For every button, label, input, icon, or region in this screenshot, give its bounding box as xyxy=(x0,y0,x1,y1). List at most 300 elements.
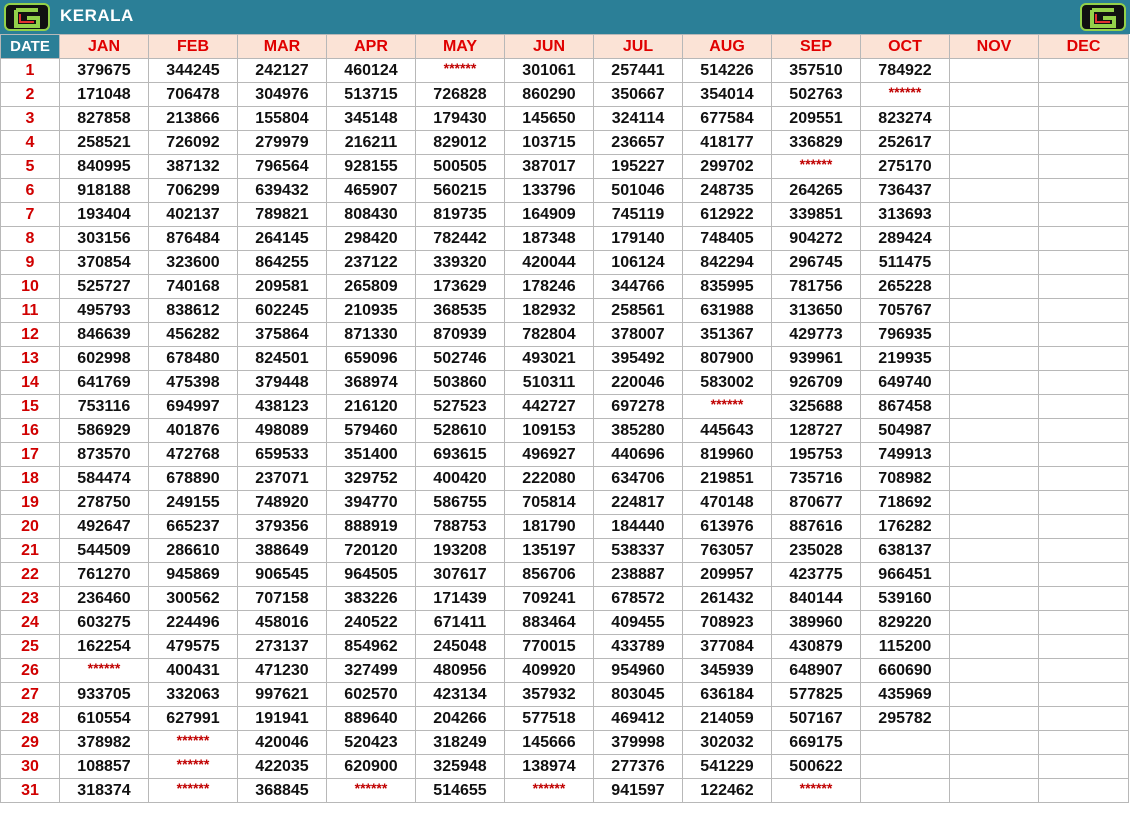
result-cell: 796564 xyxy=(238,155,327,179)
result-cell: ****** xyxy=(772,779,861,803)
result-cell: ****** xyxy=(772,155,861,179)
result-cell: 842294 xyxy=(683,251,772,275)
result-cell: 538337 xyxy=(594,539,683,563)
date-cell: 16 xyxy=(1,419,60,443)
result-cell: 181790 xyxy=(505,515,594,539)
result-cell xyxy=(950,227,1039,251)
result-cell: 789821 xyxy=(238,203,327,227)
result-cell: 527523 xyxy=(416,395,505,419)
result-cell: 840144 xyxy=(772,587,861,611)
result-cell: 400431 xyxy=(149,659,238,683)
result-cell: 277376 xyxy=(594,755,683,779)
result-cell: 420046 xyxy=(238,731,327,755)
result-cell xyxy=(950,539,1039,563)
table-row xyxy=(1,179,1129,203)
result-cell: 693615 xyxy=(416,443,505,467)
date-cell: 12 xyxy=(1,323,60,347)
result-cell: 354014 xyxy=(683,83,772,107)
result-cell: 401876 xyxy=(149,419,238,443)
result-cell: 648907 xyxy=(772,659,861,683)
result-cell: 610554 xyxy=(60,707,149,731)
date-cell: 22 xyxy=(1,563,60,587)
result-cell xyxy=(950,755,1039,779)
result-cell: 748405 xyxy=(683,227,772,251)
result-cell: 525727 xyxy=(60,275,149,299)
result-cell: 313650 xyxy=(772,299,861,323)
table-row xyxy=(1,683,1129,707)
date-cell: 14 xyxy=(1,371,60,395)
result-cell: 286610 xyxy=(149,539,238,563)
result-cell: 138974 xyxy=(505,755,594,779)
result-cell: 671411 xyxy=(416,611,505,635)
lottery-logo-icon xyxy=(4,3,50,31)
result-cell: 660690 xyxy=(861,659,950,683)
result-cell xyxy=(1039,395,1129,419)
table-row xyxy=(1,203,1129,227)
result-cell: 678480 xyxy=(149,347,238,371)
result-cell: 357932 xyxy=(505,683,594,707)
result-cell: 236460 xyxy=(60,587,149,611)
result-cell: 296745 xyxy=(772,251,861,275)
result-cell xyxy=(950,659,1039,683)
result-cell: 216211 xyxy=(327,131,416,155)
result-cell: 918188 xyxy=(60,179,149,203)
result-cell: 586755 xyxy=(416,491,505,515)
date-cell: 28 xyxy=(1,707,60,731)
result-cell: 749913 xyxy=(861,443,950,467)
result-cell: 265228 xyxy=(861,275,950,299)
result-cell: 379675 xyxy=(60,59,149,83)
result-cell: 544509 xyxy=(60,539,149,563)
result-cell: 394770 xyxy=(327,491,416,515)
result-cell: 460124 xyxy=(327,59,416,83)
result-cell: 954960 xyxy=(594,659,683,683)
result-cell: 539160 xyxy=(861,587,950,611)
result-cell: 577825 xyxy=(772,683,861,707)
table-row xyxy=(1,59,1129,83)
result-cell: ****** xyxy=(327,779,416,803)
result-cell: 383226 xyxy=(327,587,416,611)
result-cell: 678890 xyxy=(149,467,238,491)
result-cell xyxy=(1039,779,1129,803)
result-cell: 209957 xyxy=(683,563,772,587)
result-cell: 261432 xyxy=(683,587,772,611)
result-cell: 641769 xyxy=(60,371,149,395)
result-cell: 613976 xyxy=(683,515,772,539)
result-cell: 327499 xyxy=(327,659,416,683)
result-cell: 514655 xyxy=(416,779,505,803)
result-cell: 709241 xyxy=(505,587,594,611)
result-cell: 964505 xyxy=(327,563,416,587)
result-cell: 307617 xyxy=(416,563,505,587)
result-cell: 245048 xyxy=(416,635,505,659)
result-cell: 498089 xyxy=(238,419,327,443)
result-cell xyxy=(1039,611,1129,635)
result-cell: 375864 xyxy=(238,323,327,347)
result-cell: 302032 xyxy=(683,731,772,755)
result-cell: 819960 xyxy=(683,443,772,467)
result-cell: 708982 xyxy=(861,467,950,491)
table-row xyxy=(1,539,1129,563)
result-cell: 781756 xyxy=(772,275,861,299)
result-cell: 639432 xyxy=(238,179,327,203)
result-cell: 176282 xyxy=(861,515,950,539)
result-cell xyxy=(950,635,1039,659)
result-cell: 659533 xyxy=(238,443,327,467)
result-cell: 108857 xyxy=(60,755,149,779)
result-cell: 209581 xyxy=(238,275,327,299)
result-cell: 209551 xyxy=(772,107,861,131)
result-cell: 560215 xyxy=(416,179,505,203)
result-cell: 510311 xyxy=(505,371,594,395)
result-cell: 500622 xyxy=(772,755,861,779)
result-cell xyxy=(1039,539,1129,563)
result-cell: 313693 xyxy=(861,203,950,227)
date-cell: 6 xyxy=(1,179,60,203)
result-cell: 933705 xyxy=(60,683,149,707)
result-cell: 324114 xyxy=(594,107,683,131)
result-cell: 248735 xyxy=(683,179,772,203)
table-row xyxy=(1,155,1129,179)
result-cell xyxy=(1039,131,1129,155)
result-cell: 829012 xyxy=(416,131,505,155)
result-cell: 323600 xyxy=(149,251,238,275)
date-cell: 4 xyxy=(1,131,60,155)
result-cell xyxy=(950,515,1039,539)
result-cell: 318374 xyxy=(60,779,149,803)
table-row xyxy=(1,299,1129,323)
result-cell xyxy=(950,251,1039,275)
result-cell: 718692 xyxy=(861,491,950,515)
result-cell: 252617 xyxy=(861,131,950,155)
result-cell: 420044 xyxy=(505,251,594,275)
lottery-logo-icon xyxy=(1080,3,1126,31)
result-cell: 193404 xyxy=(60,203,149,227)
result-cell: 273137 xyxy=(238,635,327,659)
result-cell: 299702 xyxy=(683,155,772,179)
result-cell: 400420 xyxy=(416,467,505,491)
result-cell: 603275 xyxy=(60,611,149,635)
result-cell xyxy=(1039,419,1129,443)
result-cell xyxy=(950,731,1039,755)
table-row xyxy=(1,107,1129,131)
table-row xyxy=(1,587,1129,611)
month-header-sep: SEP xyxy=(772,35,861,59)
result-cell: 864255 xyxy=(238,251,327,275)
table-row xyxy=(1,659,1129,683)
result-cell: ****** xyxy=(861,83,950,107)
table-body xyxy=(1,59,1129,803)
result-cell: 238887 xyxy=(594,563,683,587)
result-cell: 351367 xyxy=(683,323,772,347)
date-cell: 11 xyxy=(1,299,60,323)
result-cell: 584474 xyxy=(60,467,149,491)
result-cell xyxy=(1039,179,1129,203)
result-cell: 442727 xyxy=(505,395,594,419)
result-cell: 145666 xyxy=(505,731,594,755)
result-cell: 133796 xyxy=(505,179,594,203)
result-cell xyxy=(950,275,1039,299)
table-row xyxy=(1,395,1129,419)
result-cell: 796935 xyxy=(861,323,950,347)
result-cell: 204266 xyxy=(416,707,505,731)
result-cell: 195227 xyxy=(594,155,683,179)
result-cell: 705814 xyxy=(505,491,594,515)
result-cell: 602245 xyxy=(238,299,327,323)
result-cell: 577518 xyxy=(505,707,594,731)
month-header-jul: JUL xyxy=(594,35,683,59)
date-cell: 9 xyxy=(1,251,60,275)
result-cell: 179140 xyxy=(594,227,683,251)
date-cell: 8 xyxy=(1,227,60,251)
result-cell xyxy=(950,443,1039,467)
result-cell: 928155 xyxy=(327,155,416,179)
result-cell xyxy=(1039,251,1129,275)
result-cell: 876484 xyxy=(149,227,238,251)
result-cell: 705767 xyxy=(861,299,950,323)
result-cell xyxy=(1039,659,1129,683)
result-cell: 155804 xyxy=(238,107,327,131)
result-cell: 528610 xyxy=(416,419,505,443)
result-cell: 345148 xyxy=(327,107,416,131)
table-row xyxy=(1,755,1129,779)
result-cell: 220046 xyxy=(594,371,683,395)
result-cell: 475398 xyxy=(149,371,238,395)
result-cell: 275170 xyxy=(861,155,950,179)
result-cell: 402137 xyxy=(149,203,238,227)
date-column-header: DATE xyxy=(1,35,60,59)
table-row xyxy=(1,323,1129,347)
result-cell: 735716 xyxy=(772,467,861,491)
result-cell: 344245 xyxy=(149,59,238,83)
result-cell xyxy=(950,203,1039,227)
result-cell: 344766 xyxy=(594,275,683,299)
result-cell: 502763 xyxy=(772,83,861,107)
month-header-mar: MAR xyxy=(238,35,327,59)
result-cell: 249155 xyxy=(149,491,238,515)
result-cell: 135197 xyxy=(505,539,594,563)
result-cell: 258561 xyxy=(594,299,683,323)
result-cell: 195753 xyxy=(772,443,861,467)
result-cell: 602998 xyxy=(60,347,149,371)
result-cell xyxy=(950,323,1039,347)
month-header-nov: NOV xyxy=(950,35,1039,59)
result-cell xyxy=(950,683,1039,707)
result-cell: 753116 xyxy=(60,395,149,419)
date-cell: 1 xyxy=(1,59,60,83)
result-cell xyxy=(1039,227,1129,251)
result-cell: 440696 xyxy=(594,443,683,467)
result-cell: 495793 xyxy=(60,299,149,323)
result-cell: 511475 xyxy=(861,251,950,275)
result-cell: 634706 xyxy=(594,467,683,491)
result-cell: 219851 xyxy=(683,467,772,491)
table-row xyxy=(1,467,1129,491)
result-cell: 819735 xyxy=(416,203,505,227)
table-row xyxy=(1,83,1129,107)
result-cell: 469412 xyxy=(594,707,683,731)
result-cell xyxy=(950,371,1039,395)
result-cell: 808430 xyxy=(327,203,416,227)
result-cell xyxy=(1039,467,1129,491)
result-cell: 456282 xyxy=(149,323,238,347)
result-cell: 368535 xyxy=(416,299,505,323)
table-row xyxy=(1,227,1129,251)
result-cell: 883464 xyxy=(505,611,594,635)
result-cell: 224817 xyxy=(594,491,683,515)
result-cell: 368845 xyxy=(238,779,327,803)
result-cell: 109153 xyxy=(505,419,594,443)
result-cell: 501046 xyxy=(594,179,683,203)
result-cell: 179430 xyxy=(416,107,505,131)
result-cell: 379998 xyxy=(594,731,683,755)
date-cell: 31 xyxy=(1,779,60,803)
result-cell: 748920 xyxy=(238,491,327,515)
result-cell: 289424 xyxy=(861,227,950,251)
result-cell: 504987 xyxy=(861,419,950,443)
result-cell xyxy=(950,419,1039,443)
month-header-may: MAY xyxy=(416,35,505,59)
result-cell: 389960 xyxy=(772,611,861,635)
result-cell: 182932 xyxy=(505,299,594,323)
result-cell: 300562 xyxy=(149,587,238,611)
result-cell: 388649 xyxy=(238,539,327,563)
result-cell: 438123 xyxy=(238,395,327,419)
result-cell: 339320 xyxy=(416,251,505,275)
result-cell xyxy=(950,491,1039,515)
result-cell: 492647 xyxy=(60,515,149,539)
result-cell: 659096 xyxy=(327,347,416,371)
result-cell: 677584 xyxy=(683,107,772,131)
date-cell: 21 xyxy=(1,539,60,563)
result-cell: 620900 xyxy=(327,755,416,779)
result-cell: 761270 xyxy=(60,563,149,587)
result-cell: 193208 xyxy=(416,539,505,563)
result-cell: 171048 xyxy=(60,83,149,107)
result-cell: 264265 xyxy=(772,179,861,203)
result-cell: 379356 xyxy=(238,515,327,539)
result-cell: ****** xyxy=(149,779,238,803)
result-cell: 480956 xyxy=(416,659,505,683)
result-cell: 465907 xyxy=(327,179,416,203)
month-header-jun: JUN xyxy=(505,35,594,59)
result-cell: 823274 xyxy=(861,107,950,131)
date-cell: 26 xyxy=(1,659,60,683)
result-cell: 770015 xyxy=(505,635,594,659)
date-cell: 20 xyxy=(1,515,60,539)
result-cell: 258521 xyxy=(60,131,149,155)
result-cell: 638137 xyxy=(861,539,950,563)
result-cell xyxy=(1039,491,1129,515)
result-cell: 219935 xyxy=(861,347,950,371)
result-cell: 379448 xyxy=(238,371,327,395)
result-cell: 325688 xyxy=(772,395,861,419)
result-cell: 351400 xyxy=(327,443,416,467)
result-cell: 602570 xyxy=(327,683,416,707)
result-cell: 904272 xyxy=(772,227,861,251)
result-cell xyxy=(950,563,1039,587)
result-cell xyxy=(1039,107,1129,131)
result-cell: 171439 xyxy=(416,587,505,611)
result-cell: ****** xyxy=(683,395,772,419)
result-cell: 357510 xyxy=(772,59,861,83)
result-cell: 541229 xyxy=(683,755,772,779)
result-cell: 870939 xyxy=(416,323,505,347)
result-cell: 435969 xyxy=(861,683,950,707)
date-cell: 3 xyxy=(1,107,60,131)
date-cell: 30 xyxy=(1,755,60,779)
result-cell: 422035 xyxy=(238,755,327,779)
result-cell xyxy=(950,467,1039,491)
result-cell: 213866 xyxy=(149,107,238,131)
result-cell: 336829 xyxy=(772,131,861,155)
result-cell: 278750 xyxy=(60,491,149,515)
table-row xyxy=(1,635,1129,659)
date-cell: 18 xyxy=(1,467,60,491)
result-cell: 887616 xyxy=(772,515,861,539)
table-row xyxy=(1,731,1129,755)
result-cell: 945869 xyxy=(149,563,238,587)
result-cell: 409920 xyxy=(505,659,594,683)
result-cell: ****** xyxy=(149,755,238,779)
table-row xyxy=(1,491,1129,515)
result-cell: 583002 xyxy=(683,371,772,395)
result-cell: 173629 xyxy=(416,275,505,299)
result-cell xyxy=(950,299,1039,323)
result-cell: 191941 xyxy=(238,707,327,731)
result-cell xyxy=(1039,755,1129,779)
result-cell xyxy=(1039,155,1129,179)
result-cell: 240522 xyxy=(327,611,416,635)
result-cell: 838612 xyxy=(149,299,238,323)
result-cell: 178246 xyxy=(505,275,594,299)
result-cell: 325948 xyxy=(416,755,505,779)
result-cell: 513715 xyxy=(327,83,416,107)
result-cell: 966451 xyxy=(861,563,950,587)
result-cell: 706478 xyxy=(149,83,238,107)
result-cell: 303156 xyxy=(60,227,149,251)
table-row xyxy=(1,707,1129,731)
result-cell xyxy=(861,779,950,803)
result-cell: 378982 xyxy=(60,731,149,755)
result-cell: 871330 xyxy=(327,323,416,347)
result-cell: 418177 xyxy=(683,131,772,155)
result-cell: 873570 xyxy=(60,443,149,467)
result-cell: 458016 xyxy=(238,611,327,635)
result-cell xyxy=(1039,587,1129,611)
result-cell: 423775 xyxy=(772,563,861,587)
result-cell: 888919 xyxy=(327,515,416,539)
result-cell: 235028 xyxy=(772,539,861,563)
result-cell xyxy=(950,779,1039,803)
result-cell: 445643 xyxy=(683,419,772,443)
result-cell: 906545 xyxy=(238,563,327,587)
date-cell: 24 xyxy=(1,611,60,635)
result-cell: 387017 xyxy=(505,155,594,179)
result-cell xyxy=(950,587,1039,611)
result-cell xyxy=(1039,371,1129,395)
date-cell: 17 xyxy=(1,443,60,467)
result-cell: ****** xyxy=(505,779,594,803)
result-cell xyxy=(950,131,1039,155)
result-cell: 479575 xyxy=(149,635,238,659)
result-cell: 854962 xyxy=(327,635,416,659)
table-row xyxy=(1,347,1129,371)
table-row xyxy=(1,131,1129,155)
result-cell: 669175 xyxy=(772,731,861,755)
month-header-oct: OCT xyxy=(861,35,950,59)
table-row xyxy=(1,779,1129,803)
